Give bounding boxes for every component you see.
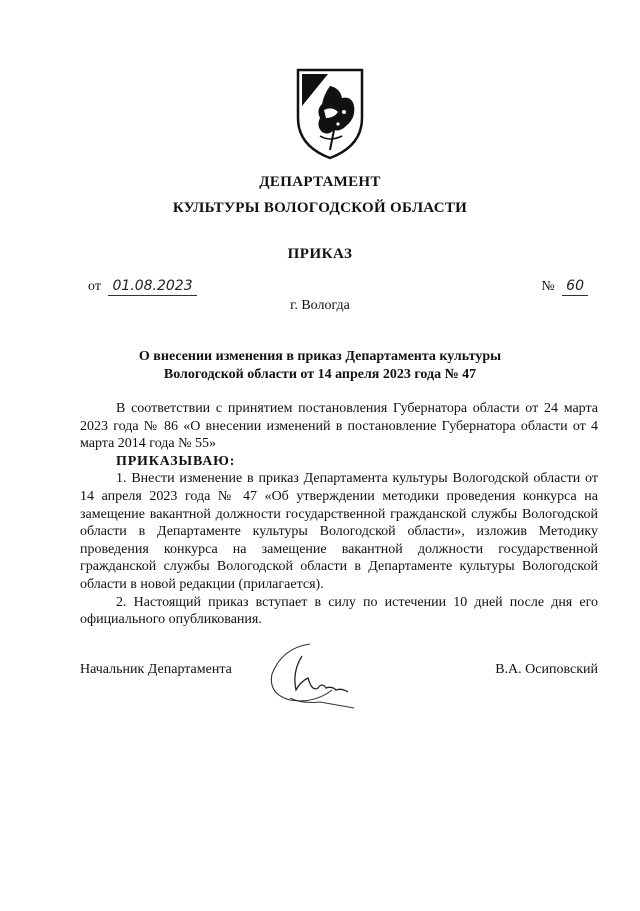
- signatory-position: Начальник Департамента: [80, 662, 232, 677]
- order-number: 60: [562, 278, 588, 296]
- date-prefix: от: [88, 279, 101, 294]
- order-date-row: [88, 278, 197, 296]
- department-name-line2: КУЛЬТУРЫ ВОЛОГОДСКОЙ ОБЛАСТИ: [172, 200, 468, 216]
- city-name: г. Вологда: [290, 298, 350, 313]
- number-prefix: №: [541, 279, 555, 294]
- order-directive-word: ПРИКАЗЫВАЮ:: [116, 453, 236, 469]
- document-type-title: ПРИКАЗ: [287, 246, 353, 262]
- subject-line1: О внесении изменения в приказ Департамента культуры: [138, 349, 502, 364]
- department-name-line1: ДЕПАРТАМЕНТ: [259, 174, 381, 190]
- signatory-name: В.А. Осиповский: [495, 662, 598, 677]
- handwritten-signature-icon: [262, 638, 362, 714]
- order-item-2: 2. Настоящий приказ вступает в силу по истечении 10 дней после дня его официального опубликования.: [80, 594, 598, 628]
- order-item-1: 1. Внести изменение в приказ Департамента культуры Вологодской области от 14 апреля 2023 года № 47 «Об утверждении методики проведения конкурса на замещение вакантной должности государственной гражданской службы Вологодской области в Департаменте культуры Вологодской области», изложив Методику проведения конкурса на замещение вакантной должности государственной гражданской службы Вологодской области в Департаменте культуры Вологодской области в новой редакции (прилагается).: [80, 471, 598, 592]
- order-number-row: [541, 278, 588, 296]
- order-date: 01.08.2023: [108, 278, 196, 296]
- subject-line2: Вологодской области от 14 апреля 2023 года № 47: [163, 367, 477, 382]
- order-subject: [100, 348, 540, 384]
- order-body: [80, 400, 598, 629]
- coat-of-arms-emblem: [294, 66, 366, 162]
- preamble-paragraph: В соответствии с принятием постановления Губернатора области от 24 марта 2023 года № 86 «О внесении изменений в постановление Губернатора области от 4 марта 2014 года № 55»: [80, 401, 598, 452]
